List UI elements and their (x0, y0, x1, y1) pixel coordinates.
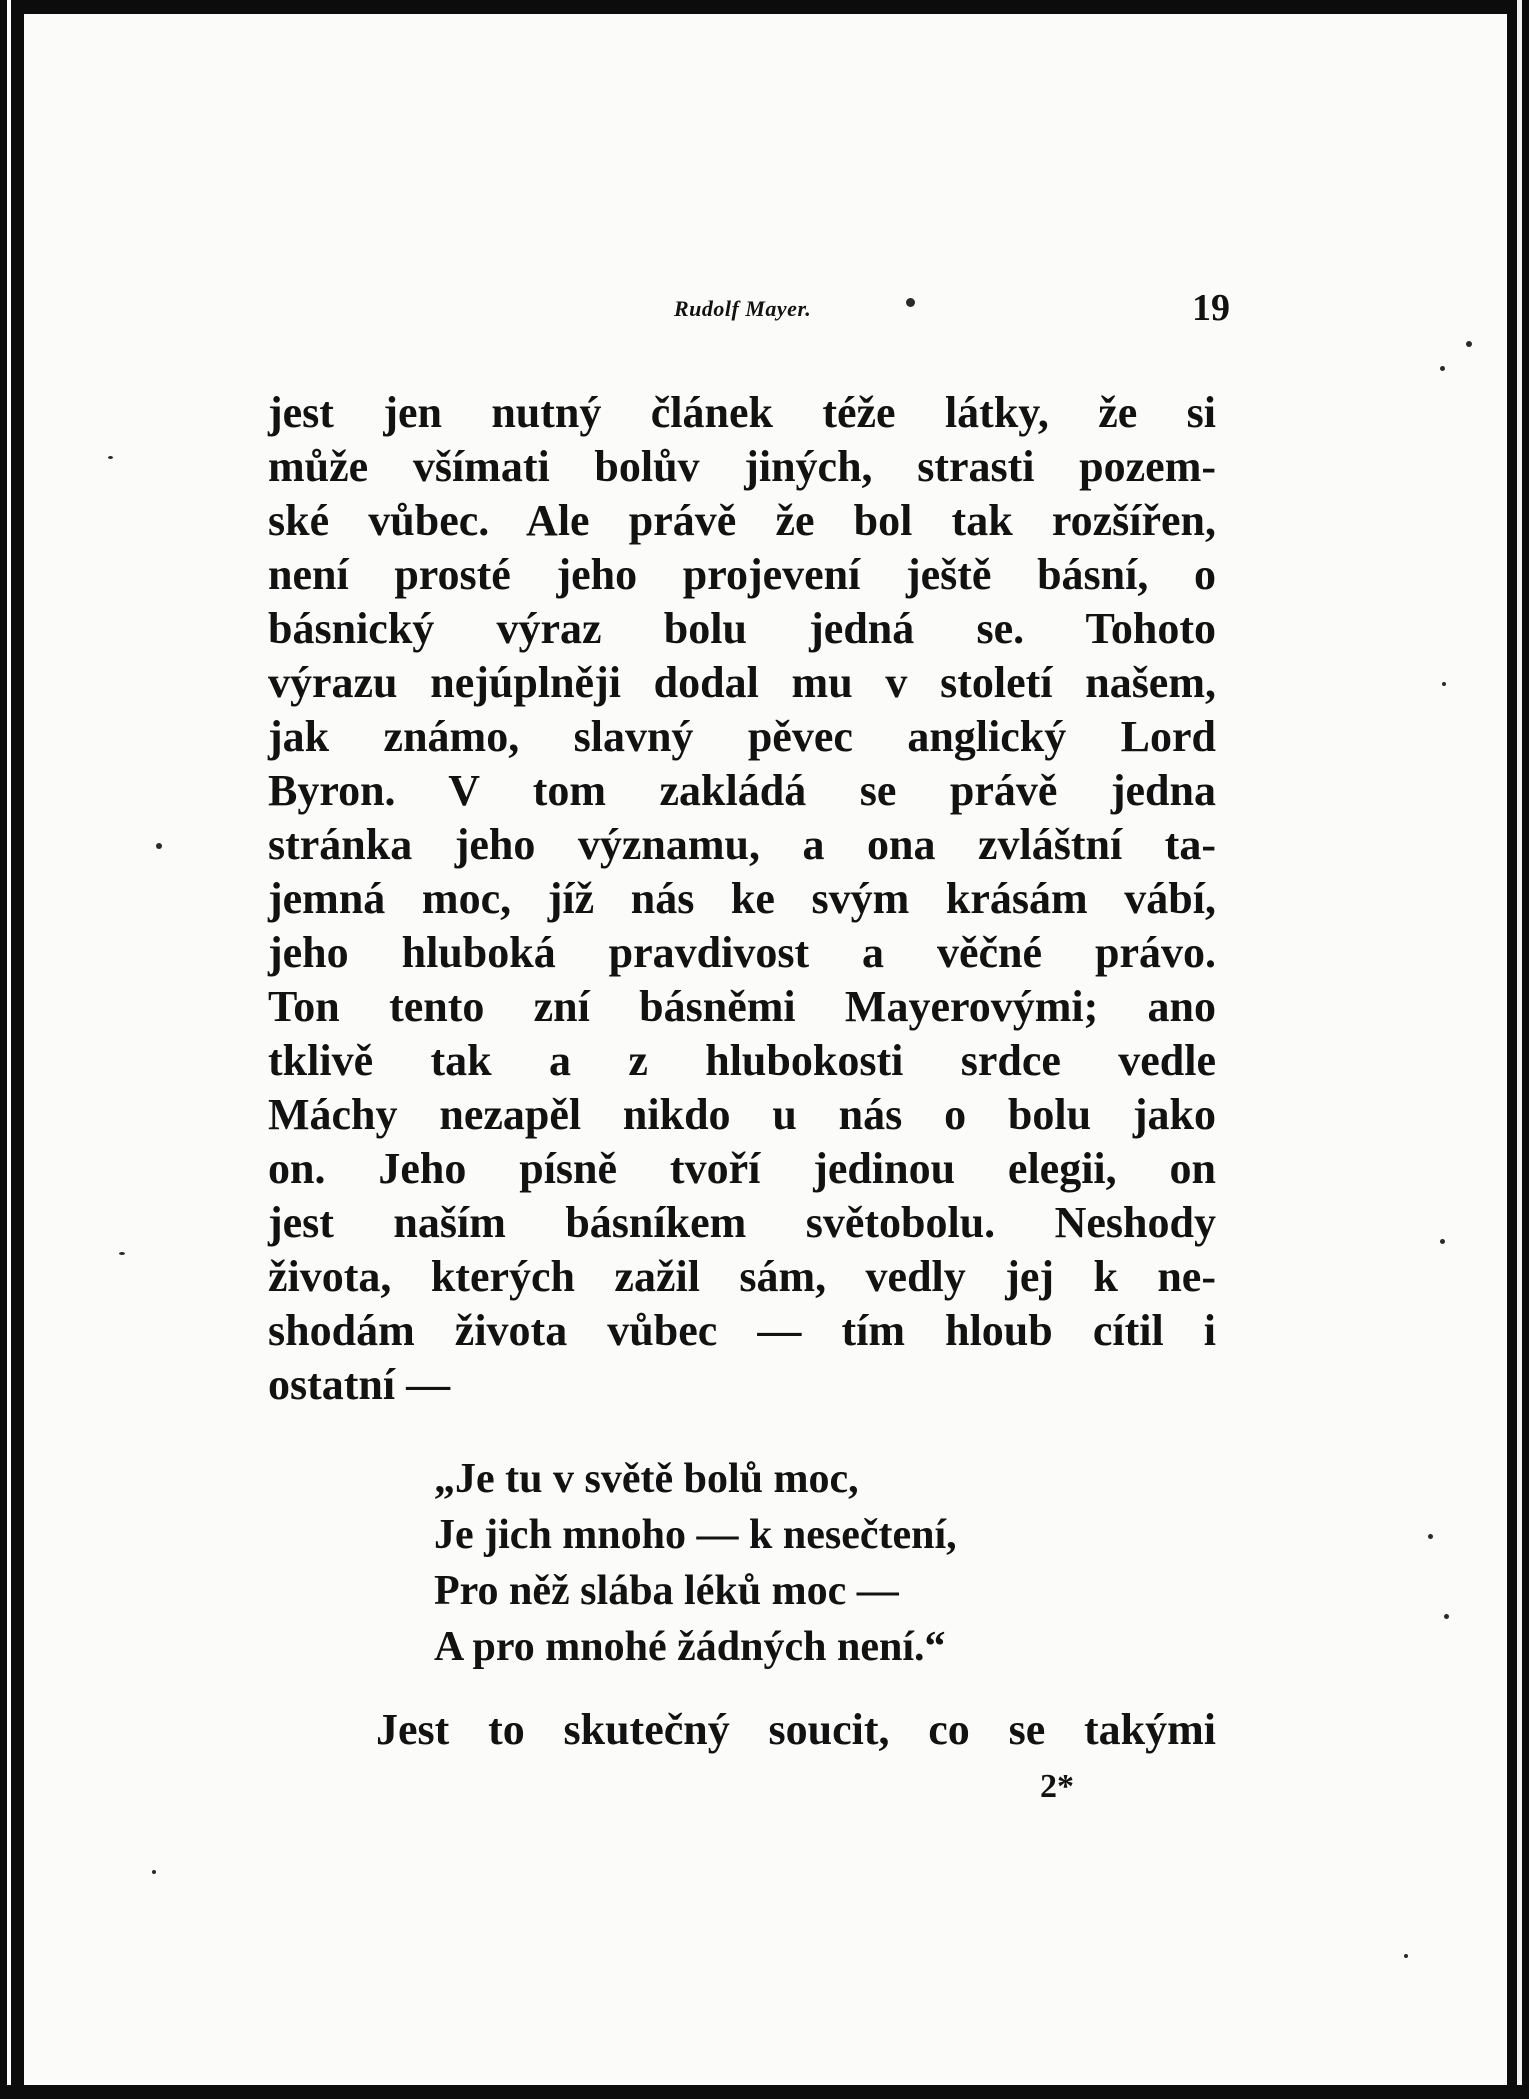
verse-line: „Je tu v světě bolů moc, (434, 1456, 859, 1502)
scan-speck (1440, 366, 1445, 371)
paragraph-line: jak známo, slavný pěvec anglický Lord (268, 712, 1216, 761)
scan-speck (1404, 1954, 1408, 1958)
scan-speck (1466, 341, 1472, 347)
signature-mark: 2* (1040, 1768, 1074, 1805)
main-paragraph (268, 386, 1216, 1412)
paragraph-line: jeho hluboká pravdivost a věčné právo. (268, 928, 1216, 977)
scan-speck (108, 456, 113, 459)
verse-line: A pro mnohé žádných není.“ (434, 1624, 946, 1670)
scan-speck (1444, 1614, 1449, 1619)
scan-speck (1428, 1534, 1433, 1539)
scan-speck (906, 298, 915, 307)
paragraph-line: jemná moc, jíž nás ke svým krásám vábí, (268, 874, 1216, 923)
scan-speck (156, 843, 162, 849)
scan-border-right (1507, 0, 1529, 2099)
paragraph-line: on. Jeho písně tvoří jedinou elegii, on (268, 1144, 1216, 1193)
paragraph-line: stránka jeho významu, a ona zvláštní ta- (268, 820, 1216, 869)
verse-line: Je jich mnoho — k nesečtení, (434, 1512, 957, 1558)
paragraph-line: jest jen nutný článek téže látky, že si (268, 388, 1216, 437)
scan-border-left (0, 0, 24, 2099)
paragraph-line: ské vůbec. Ale právě že bol tak rozšířen, (268, 496, 1216, 545)
scan-speck (152, 1870, 156, 1874)
closing-paragraph (376, 1703, 1216, 1757)
verse-line: Pro něž slába léků moc — (434, 1568, 899, 1614)
scan-border-bottom (0, 2085, 1529, 2099)
paragraph-line: Ton tento zní básněmi Mayerovými; ano (268, 982, 1216, 1031)
paragraph-line: tklivě tak a z hlubokosti srdce vedle (268, 1036, 1216, 1085)
scan-speck (1442, 682, 1446, 686)
verse-quote (434, 1451, 957, 1675)
scan-speck (119, 1252, 125, 1255)
running-head: Rudolf Mayer. (674, 296, 812, 321)
paragraph-line: ostatní — (268, 1360, 451, 1409)
closing-line: Jest to skutečný soucit, co se takými (376, 1705, 1216, 1754)
paragraph-line: není prosté jeho projevení ještě básní, o (268, 550, 1216, 599)
paragraph-line: Byron. V tom zakládá se právě jedna (268, 766, 1216, 815)
paragraph-line: Máchy nezapěl nikdo u nás o bolu jako (268, 1090, 1216, 1139)
paragraph-line: shodám života vůbec — tím hloub cítil i (268, 1306, 1216, 1355)
scan-speck (1440, 1239, 1445, 1244)
scan-border-top (0, 0, 1529, 14)
paragraph-line: jest naším básníkem světobolu. Neshody (268, 1198, 1216, 1247)
page-number: 19 (1192, 287, 1230, 329)
paragraph-line: může všímati bolův jiných, strasti pozem- (268, 442, 1216, 491)
paragraph-line: básnický výraz bolu jedná se. Tohoto (268, 604, 1216, 653)
paragraph-line: života, kterých zažil sám, vedly jej k ne- (268, 1252, 1216, 1301)
paragraph-line: výrazu nejúplněji dodal mu v století našem, (268, 658, 1216, 707)
